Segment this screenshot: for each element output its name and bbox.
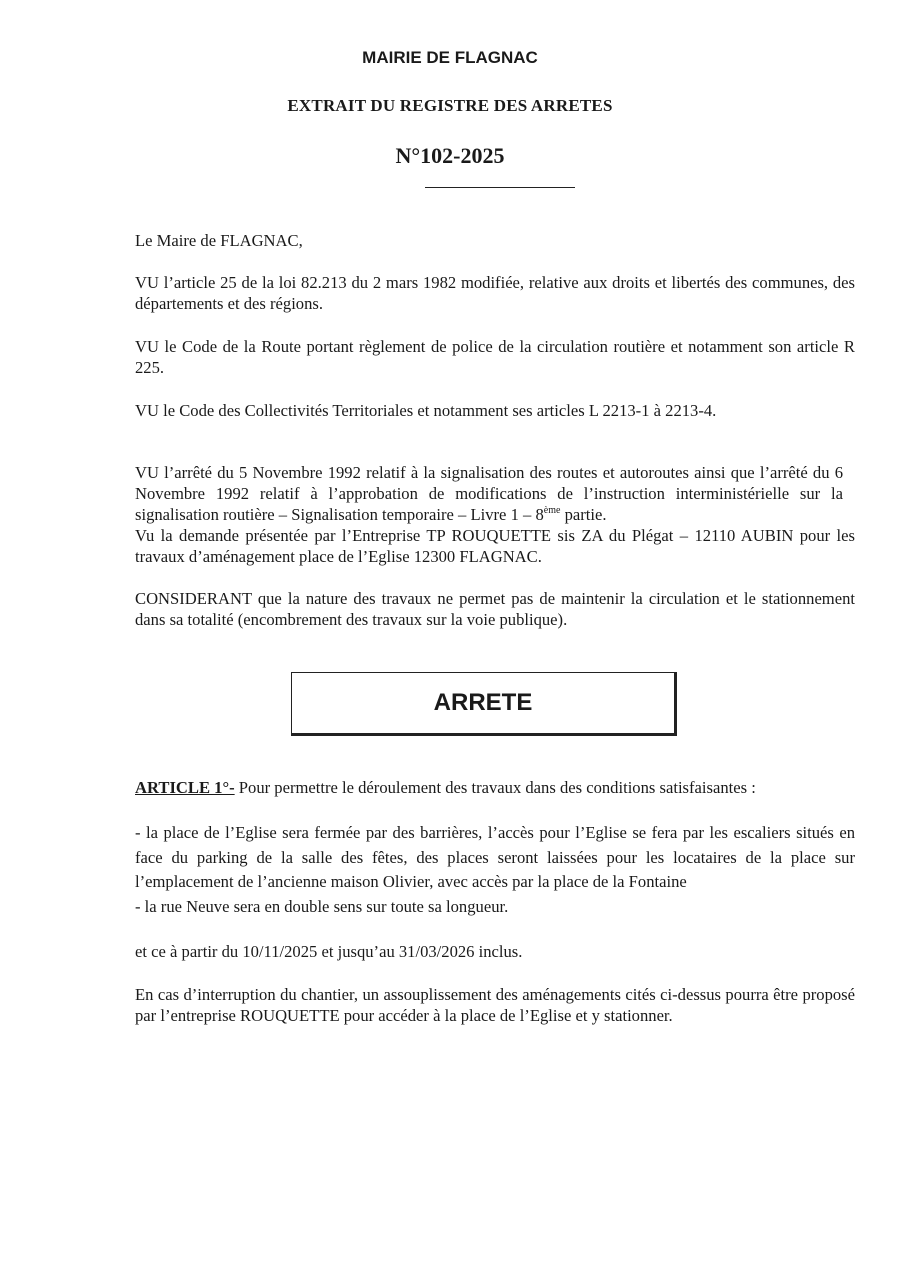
vu-arrete-superscript: ème (543, 505, 561, 516)
considerant-paragraph (135, 588, 855, 630)
vu-code-route-text: VU le Code de la Route portant règlement de police de la circulation routière et notamment son article R 225. (135, 337, 855, 377)
considerant-text: CONSIDERANT que la nature des travaux ne permet pas de maintenir la circulation et le stationnement dans sa totalité (encombrement des travaux sur la voie publique). (135, 589, 855, 629)
vu-code-collectivites-text: VU le Code des Collectivités Territoriales et notamment ses articles L 2213-1 à 2213-4. (135, 401, 717, 420)
vu-arrete-main: VU l’arrêté du 5 Novembre 1992 relatif à la signalisation des routes et autoroutes ainsi que l’arrêté du 6 Novembre 1992 relatif à l’approbation de modifications de l’instruction interministérielle sur la signalisation routière – Signalisation temporaire – Livre 1 – 8 (135, 463, 843, 524)
article1-intro: Pour permettre le déroulement des travaux dans des conditions satisfaisantes : (234, 778, 756, 797)
vu-loi-text: VU l’article 25 de la loi 82.213 du 2 mars 1982 modifiée, relative aux droits et libertés des communes, des départements et des régions. (135, 273, 855, 313)
article1-title: ARTICLE 1°- (135, 778, 235, 797)
demande-text: Vu la demande présentée par l’Entreprise TP ROUQUETTE sis ZA du Plégat – 12110 AUBIN pour les travaux d’aménagement place de l’Eglise 12300 FLAGNAC. (135, 526, 855, 566)
article1-dates (135, 941, 855, 962)
article1-item-eglise: - la place de l’Eglise sera fermée par des barrières, l’accès pour l’Eglise se fera par les escaliers situés en face du parking de la salle des fêtes, des places seront laissées pour les locataires de la place sur l’emplacement de l’ancienne maison Olivier, avec accès par la place de la Fontaine (135, 823, 855, 891)
article1-interruption (135, 984, 855, 1026)
vu-arrete-paragraph (135, 462, 843, 525)
arrete-number: N°102-2025 (395, 143, 505, 168)
arrete-box: ARRETE (291, 672, 677, 736)
vu-code-route-paragraph (135, 336, 855, 378)
article1-dates-text: et ce à partir du 10/11/2025 et jusqu’au 31/03/2026 inclus. (135, 942, 523, 961)
maire-text: Le Maire de FLAGNAC, (135, 231, 303, 250)
vu-arrete-text (135, 462, 843, 525)
maire-line (135, 230, 855, 251)
article1-heading (135, 777, 855, 798)
vu-arrete-end: partie. (560, 505, 607, 524)
article1-intro-line (135, 777, 855, 798)
title-underline (425, 187, 575, 188)
article1-items (135, 821, 855, 919)
registre-heading: EXTRAIT DU REGISTRE DES ARRETES (287, 96, 613, 115)
article1-item-rue-neuve: - la rue Neuve sera en double sens sur toute sa longueur. (135, 896, 509, 916)
vu-code-collectivites-paragraph (135, 400, 855, 421)
vu-loi-paragraph (135, 272, 855, 314)
demande-paragraph (135, 525, 855, 567)
article1-interruption-text: En cas d’interruption du chantier, un assouplissement des aménagements cités ci-dessus pourra être proposé par l’entreprise ROUQUETTE pour accéder à la place de l’Eglise et y stationner. (135, 985, 855, 1025)
mairie-heading: MAIRIE DE FLAGNAC (362, 48, 538, 67)
